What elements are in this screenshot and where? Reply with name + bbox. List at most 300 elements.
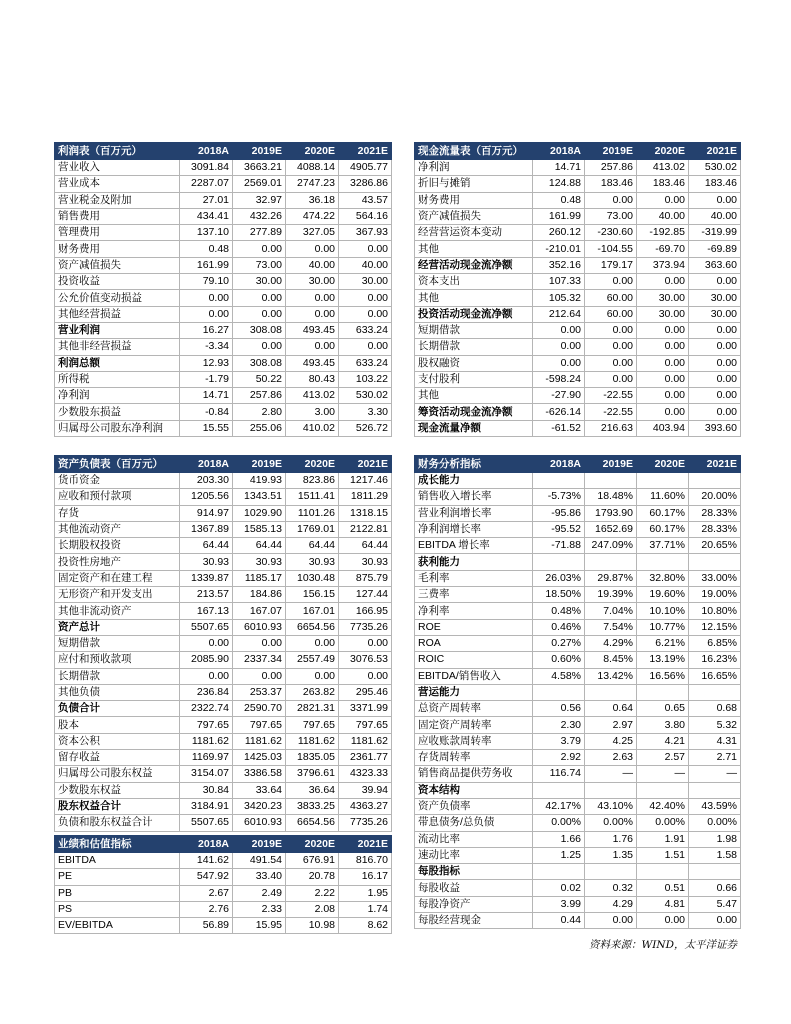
cell-value: 0.00 — [339, 339, 392, 355]
cell-value: 0.44 — [533, 913, 585, 929]
cell-value: 914.97 — [180, 505, 233, 521]
cell-value: 1169.97 — [180, 750, 233, 766]
cell-value: 3184.91 — [180, 798, 233, 814]
valuation-table — [54, 835, 392, 934]
row-label: 营业税金及附加 — [55, 192, 180, 208]
cell-value: 0.00 — [233, 668, 286, 684]
cell-value: -626.14 — [533, 404, 585, 420]
cell-value: 30.93 — [180, 554, 233, 570]
row-label: 所得税 — [55, 371, 180, 387]
cell-value: 60.00 — [585, 290, 637, 306]
cell-value: 2.80 — [233, 404, 286, 420]
table-row — [55, 853, 392, 869]
cell-value: 0.00% — [533, 815, 585, 831]
row-label: 负债合计 — [55, 701, 180, 717]
table-row — [415, 306, 741, 322]
row-label: 每股净资产 — [415, 896, 533, 912]
cell-value: -95.86 — [533, 505, 585, 521]
cell-value: 547.92 — [180, 869, 233, 885]
row-label: 存货 — [55, 505, 180, 521]
table-row — [55, 225, 392, 241]
table-row — [55, 798, 392, 814]
row-label: 资本公积 — [55, 733, 180, 749]
cell-value: 50.22 — [233, 371, 286, 387]
cell-value — [689, 554, 741, 570]
table-row — [415, 831, 741, 847]
cell-value: 263.82 — [286, 684, 339, 700]
table-row — [415, 701, 741, 717]
cell-value: 16.23% — [689, 652, 741, 668]
cell-value: 0.00 — [637, 913, 689, 929]
cell-value: 216.63 — [585, 420, 637, 436]
cell-value: 1101.26 — [286, 505, 339, 521]
row-label: ROIC — [415, 652, 533, 668]
cell-value: -0.84 — [180, 404, 233, 420]
cell-value: 1205.56 — [180, 489, 233, 505]
cell-value: -22.55 — [585, 404, 637, 420]
cell-value: 0.00 — [689, 371, 741, 387]
row-label: PB — [55, 885, 180, 901]
cell-value: 0.00 — [689, 913, 741, 929]
cell-value: 2.97 — [585, 717, 637, 733]
table-title: 利润表（百万元） — [55, 143, 180, 160]
cell-value: 10.77% — [637, 619, 689, 635]
cell-value: 60.00 — [585, 306, 637, 322]
row-label: 速动比率 — [415, 847, 533, 863]
table-row — [415, 913, 741, 929]
table-row — [55, 717, 392, 733]
cell-value: 1.58 — [689, 847, 741, 863]
cell-value: 0.00 — [689, 274, 741, 290]
row-label: EBITDA — [55, 853, 180, 869]
cell-value: -61.52 — [533, 420, 585, 436]
row-label: 固定资产和在建工程 — [55, 570, 180, 586]
cell-value: 2.08 — [286, 901, 339, 917]
cell-value: 0.00 — [180, 290, 233, 306]
cell-value: 373.94 — [637, 257, 689, 273]
cell-value: 0.00 — [533, 355, 585, 371]
row-label: 三费率 — [415, 587, 533, 603]
table-row — [415, 420, 741, 436]
table-row — [415, 587, 741, 603]
cell-value: 1835.05 — [286, 750, 339, 766]
column-header: 2020E — [637, 143, 689, 160]
cell-value: 14.71 — [180, 388, 233, 404]
cell-value: 0.00 — [233, 290, 286, 306]
cell-value: 12.93 — [180, 355, 233, 371]
cell-value: 2361.77 — [339, 750, 392, 766]
cell-value: 1.51 — [637, 847, 689, 863]
cell-value — [637, 782, 689, 798]
cell-value: 3286.86 — [339, 176, 392, 192]
cell-value: 36.18 — [286, 192, 339, 208]
cell-value: 28.33% — [689, 521, 741, 537]
cell-value: -71.88 — [533, 538, 585, 554]
cell-value: 26.03% — [533, 570, 585, 586]
cell-value: 3420.23 — [233, 798, 286, 814]
cell-value: -27.90 — [533, 388, 585, 404]
cell-value: 2122.81 — [339, 521, 392, 537]
cell-value: 6.85% — [689, 635, 741, 651]
cell-value: 30.00 — [689, 290, 741, 306]
section-row — [415, 782, 741, 798]
cell-value: 18.50% — [533, 587, 585, 603]
cell-value: 3833.25 — [286, 798, 339, 814]
table-row — [55, 815, 392, 831]
table-row — [55, 538, 392, 554]
cell-value: 2.92 — [533, 750, 585, 766]
row-label: 股权融资 — [415, 355, 533, 371]
row-label: 营业利润增长率 — [415, 505, 533, 521]
section-row — [415, 473, 741, 489]
cell-value: 0.27% — [533, 635, 585, 651]
cell-value: 29.87% — [585, 570, 637, 586]
row-label: 无形资产和开发支出 — [55, 587, 180, 603]
table-row — [415, 766, 741, 782]
cell-value: 2590.70 — [233, 701, 286, 717]
table-row — [55, 208, 392, 224]
table-row — [415, 880, 741, 896]
cell-value — [637, 554, 689, 570]
cell-value: 4323.33 — [339, 766, 392, 782]
cell-value: 1339.87 — [180, 570, 233, 586]
cell-value: 60.17% — [637, 521, 689, 537]
cell-value: 19.00% — [689, 587, 741, 603]
column-header: 2018A — [533, 456, 585, 473]
cell-value: 434.41 — [180, 208, 233, 224]
cash-flow-table — [414, 142, 741, 437]
cell-value: 0.00 — [689, 322, 741, 338]
cell-value: 40.00 — [689, 208, 741, 224]
cell-value: 3371.99 — [339, 701, 392, 717]
table-header-row — [55, 836, 392, 853]
table-row — [415, 290, 741, 306]
table-row — [415, 208, 741, 224]
cell-value: 64.44 — [339, 538, 392, 554]
cell-value: -1.79 — [180, 371, 233, 387]
table-row — [415, 847, 741, 863]
table-row — [55, 619, 392, 635]
cell-value — [533, 554, 585, 570]
cell-value: 0.00 — [637, 339, 689, 355]
cell-value: 2.67 — [180, 885, 233, 901]
cell-value: 1425.03 — [233, 750, 286, 766]
table-row — [55, 684, 392, 700]
cell-value: 7735.26 — [339, 619, 392, 635]
cell-value: 1.98 — [689, 831, 741, 847]
cell-value: 0.65 — [637, 701, 689, 717]
row-label: 营业利润 — [55, 322, 180, 338]
cell-value: 30.84 — [180, 782, 233, 798]
column-header: 2020E — [286, 836, 339, 853]
cell-value: 0.00 — [689, 339, 741, 355]
table-header-row — [415, 456, 741, 473]
cell-value: 3154.07 — [180, 766, 233, 782]
cell-value: 30.00 — [637, 306, 689, 322]
table-row — [55, 587, 392, 603]
cell-value: 30.00 — [286, 274, 339, 290]
cell-value: 2.63 — [585, 750, 637, 766]
cell-value: 20.00% — [689, 489, 741, 505]
cell-value: 6010.93 — [233, 815, 286, 831]
table-row — [415, 257, 741, 273]
cell-value: 20.78 — [286, 869, 339, 885]
row-label: 应收账款周转率 — [415, 733, 533, 749]
row-label: 净利润 — [55, 388, 180, 404]
cell-value: 2.33 — [233, 901, 286, 917]
column-header: 2018A — [180, 456, 233, 473]
table-row — [55, 473, 392, 489]
cell-value: 3.99 — [533, 896, 585, 912]
cell-value: 260.12 — [533, 225, 585, 241]
cell-value: 797.65 — [286, 717, 339, 733]
cell-value: 2287.07 — [180, 176, 233, 192]
cell-value: -3.34 — [180, 339, 233, 355]
cell-value: 633.24 — [339, 322, 392, 338]
cell-value — [585, 782, 637, 798]
row-label: 经营活动现金流净额 — [415, 257, 533, 273]
cell-value: 124.88 — [533, 176, 585, 192]
column-header: 2019E — [233, 456, 286, 473]
cell-value: 36.64 — [286, 782, 339, 798]
cell-value: 30.93 — [233, 554, 286, 570]
column-header: 2021E — [339, 143, 392, 160]
cell-value: 0.00 — [585, 371, 637, 387]
cell-value: 1181.62 — [233, 733, 286, 749]
row-label: 少数股东损益 — [55, 404, 180, 420]
row-label: 营业收入 — [55, 160, 180, 176]
cell-value: 15.55 — [180, 420, 233, 436]
row-label: 净利率 — [415, 603, 533, 619]
table-row — [415, 635, 741, 651]
table-row — [415, 750, 741, 766]
table-row — [55, 766, 392, 782]
row-label: 应收和预付款项 — [55, 489, 180, 505]
cell-value: 2337.34 — [233, 652, 286, 668]
cell-value: 4.21 — [637, 733, 689, 749]
cell-value: 2.76 — [180, 901, 233, 917]
cell-value: 3.80 — [637, 717, 689, 733]
cell-value: 0.68 — [689, 701, 741, 717]
cell-value: 56.89 — [180, 918, 233, 934]
cell-value: 19.39% — [585, 587, 637, 603]
cell-value: 0.00 — [689, 404, 741, 420]
cell-value — [689, 782, 741, 798]
table-row — [415, 388, 741, 404]
cell-value: 6010.93 — [233, 619, 286, 635]
cell-value: 352.16 — [533, 257, 585, 273]
cell-value: 797.65 — [339, 717, 392, 733]
row-label: 其他经营损益 — [55, 306, 180, 322]
cell-value: 2747.23 — [286, 176, 339, 192]
cell-value: 127.44 — [339, 587, 392, 603]
table-row — [415, 505, 741, 521]
cell-value: 816.70 — [339, 853, 392, 869]
cell-value: 0.00 — [585, 274, 637, 290]
cell-value: 213.57 — [180, 587, 233, 603]
table-row — [415, 619, 741, 635]
column-header: 2020E — [286, 143, 339, 160]
row-label: 投资收益 — [55, 274, 180, 290]
row-label: 带息债务/总负债 — [415, 815, 533, 831]
cell-value: 5507.65 — [180, 815, 233, 831]
balance-sheet-table — [54, 455, 392, 832]
cell-value: 0.48% — [533, 603, 585, 619]
cell-value: 1217.46 — [339, 473, 392, 489]
row-label: EV/EBITDA — [55, 918, 180, 934]
cell-value: 1811.29 — [339, 489, 392, 505]
row-label: 财务费用 — [55, 241, 180, 257]
cell-value: 0.00 — [233, 339, 286, 355]
table-row — [415, 733, 741, 749]
cell-value: 257.86 — [585, 160, 637, 176]
cell-value: 393.60 — [689, 420, 741, 436]
row-label: 流动比率 — [415, 831, 533, 847]
cell-value: -210.01 — [533, 241, 585, 257]
cell-value: 0.00 — [637, 355, 689, 371]
row-label: 固定资产周转率 — [415, 717, 533, 733]
table-title: 业绩和估值指标 — [55, 836, 180, 853]
cell-value: 1.76 — [585, 831, 637, 847]
cell-value: 15.95 — [233, 918, 286, 934]
cell-value: 413.02 — [637, 160, 689, 176]
cell-value: 11.60% — [637, 489, 689, 505]
row-label: 投资活动现金流净额 — [415, 306, 533, 322]
cell-value: 1.66 — [533, 831, 585, 847]
row-label: 股本 — [55, 717, 180, 733]
row-label: 存货周转率 — [415, 750, 533, 766]
row-label: 每股收益 — [415, 880, 533, 896]
cell-value: 413.02 — [286, 388, 339, 404]
cell-value: 3076.53 — [339, 652, 392, 668]
cell-value: — — [637, 766, 689, 782]
row-label: 现金流量净额 — [415, 420, 533, 436]
table-row — [55, 160, 392, 176]
cell-value: 64.44 — [286, 538, 339, 554]
cell-value: 2.71 — [689, 750, 741, 766]
cell-value: 141.62 — [180, 853, 233, 869]
cell-value: 7735.26 — [339, 815, 392, 831]
financial-ratios-table — [414, 455, 741, 929]
column-header: 2021E — [689, 143, 741, 160]
cell-value — [637, 684, 689, 700]
row-label: 营运能力 — [415, 684, 533, 700]
cell-value: 30.00 — [233, 274, 286, 290]
cell-value: 1181.62 — [339, 733, 392, 749]
row-label: 货币资金 — [55, 473, 180, 489]
cell-value: 183.46 — [637, 176, 689, 192]
cell-value — [637, 864, 689, 880]
table-header-row — [415, 143, 741, 160]
cell-value: 308.08 — [233, 322, 286, 338]
row-label: 净利润 — [415, 160, 533, 176]
row-label: 获利能力 — [415, 554, 533, 570]
cell-value: 33.00% — [689, 570, 741, 586]
cell-value: 167.07 — [233, 603, 286, 619]
cell-value: 0.00 — [637, 274, 689, 290]
row-label: 少数股东权益 — [55, 782, 180, 798]
cell-value: 0.00 — [637, 404, 689, 420]
cell-value: 2569.01 — [233, 176, 286, 192]
cell-value: 1181.62 — [180, 733, 233, 749]
cell-value: 0.48 — [533, 192, 585, 208]
row-label: 其他 — [415, 241, 533, 257]
cell-value: 179.17 — [585, 257, 637, 273]
cell-value: 0.64 — [585, 701, 637, 717]
row-label: 其他 — [415, 388, 533, 404]
cell-value: 79.10 — [180, 274, 233, 290]
cell-value: 257.86 — [233, 388, 286, 404]
table-row — [55, 652, 392, 668]
cell-value: 64.44 — [233, 538, 286, 554]
cell-value: 8.45% — [585, 652, 637, 668]
cell-value: 1185.17 — [233, 570, 286, 586]
row-label: 负债和股东权益合计 — [55, 815, 180, 831]
cell-value: 0.00 — [286, 241, 339, 257]
cell-value: 16.56% — [637, 668, 689, 684]
table-row — [415, 339, 741, 355]
cell-value: 40.00 — [339, 257, 392, 273]
table-row — [415, 652, 741, 668]
cell-value: 107.33 — [533, 274, 585, 290]
cell-value: 0.46% — [533, 619, 585, 635]
cell-value: 30.93 — [286, 554, 339, 570]
cell-value: 12.15% — [689, 619, 741, 635]
cell-value: 526.72 — [339, 420, 392, 436]
cell-value: 40.00 — [286, 257, 339, 273]
cell-value: -192.85 — [637, 225, 689, 241]
cell-value: 633.24 — [339, 355, 392, 371]
cell-value — [585, 864, 637, 880]
row-label: 折旧与摊销 — [415, 176, 533, 192]
cell-value: 3796.61 — [286, 766, 339, 782]
cell-value: 7.54% — [585, 619, 637, 635]
cell-value: 0.02 — [533, 880, 585, 896]
cell-value: 1029.90 — [233, 505, 286, 521]
row-label: 净利润增长率 — [415, 521, 533, 537]
cell-value: 0.00 — [585, 339, 637, 355]
cell-value — [585, 684, 637, 700]
table-row — [55, 554, 392, 570]
cell-value: 5507.65 — [180, 619, 233, 635]
cell-value: 32.97 — [233, 192, 286, 208]
cell-value: -598.24 — [533, 371, 585, 387]
table-row — [415, 668, 741, 684]
row-label: 其他非流动资产 — [55, 603, 180, 619]
cell-value: 156.15 — [286, 587, 339, 603]
cell-value: 0.00 — [286, 635, 339, 651]
cell-value: 33.40 — [233, 869, 286, 885]
column-header: 2018A — [180, 143, 233, 160]
cell-value: 0.00 — [585, 913, 637, 929]
table-row — [415, 521, 741, 537]
cell-value: 16.65% — [689, 668, 741, 684]
cell-value: 564.16 — [339, 208, 392, 224]
cell-value: 797.65 — [180, 717, 233, 733]
row-label: EBITDA 增长率 — [415, 538, 533, 554]
cell-value: 167.01 — [286, 603, 339, 619]
cell-value: 4.29 — [585, 896, 637, 912]
table-row — [55, 241, 392, 257]
table-row — [415, 538, 741, 554]
row-label: 经营营运资本变动 — [415, 225, 533, 241]
row-label: 其他流动资产 — [55, 521, 180, 537]
cell-value: 0.56 — [533, 701, 585, 717]
cell-value — [689, 864, 741, 880]
row-label: 管理费用 — [55, 225, 180, 241]
cell-value: 0.00 — [339, 306, 392, 322]
cell-value: 0.00 — [180, 635, 233, 651]
